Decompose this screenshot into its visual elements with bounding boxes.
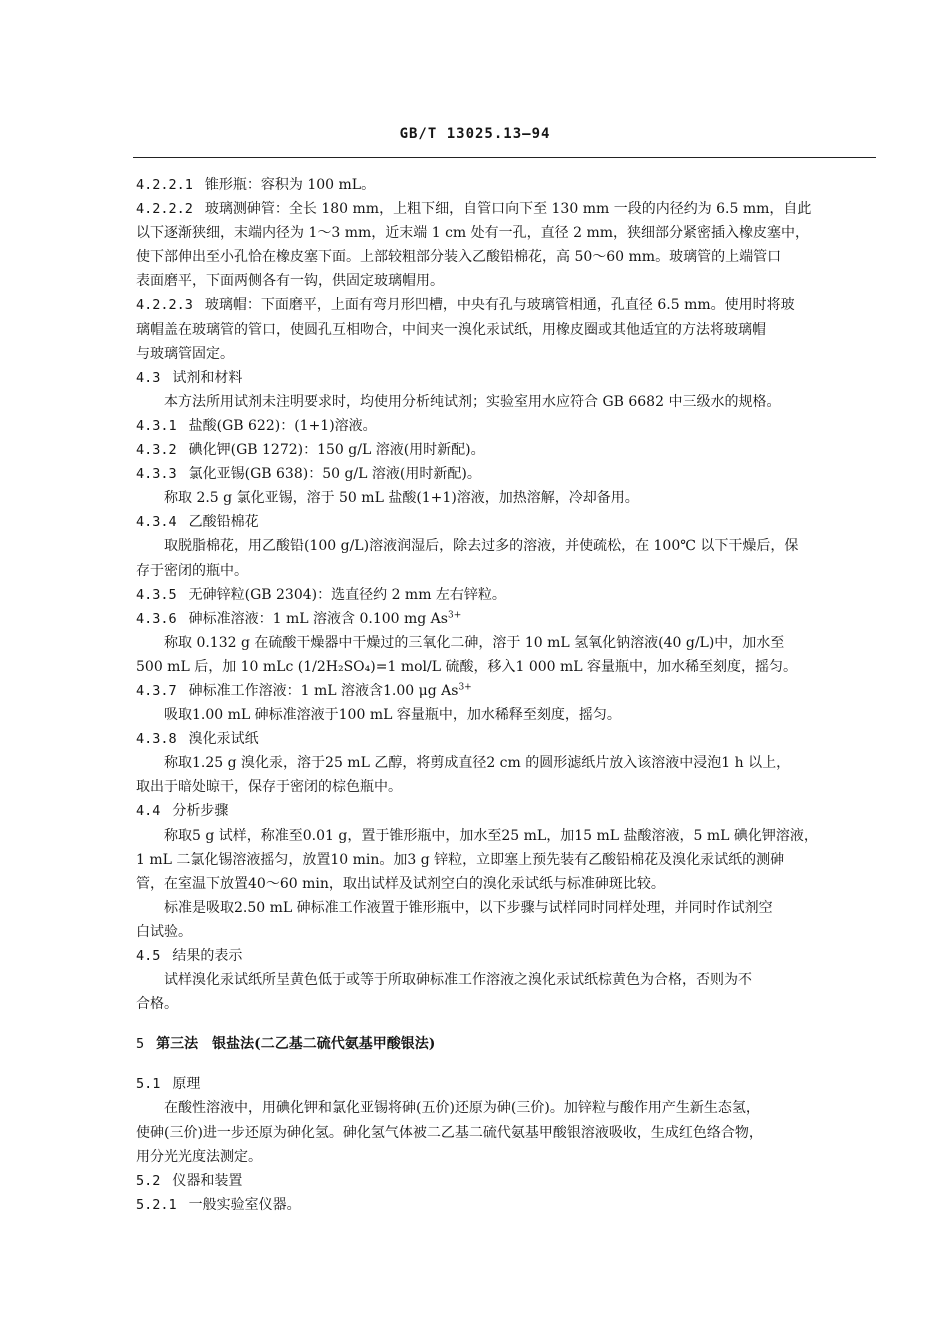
- clause-line: [136, 462, 880, 486]
- clause-number: 4.4: [136, 803, 161, 820]
- clause-line: [136, 583, 880, 607]
- continuation-line: 管，在室温下放置40～60 min，取出试样及试剂空白的溴化汞试纸与标准砷斑比较。: [136, 875, 665, 892]
- clause-line: [136, 1169, 880, 1193]
- clause-text: 玻璃帽：下面磨平，上面有弯月形凹槽，中央有孔与玻璃管相通，孔直径 6.5 mm。使用时将玻: [204, 297, 795, 314]
- clause-text: 仪器和装置: [172, 1172, 243, 1189]
- clause-text: 氯化亚锡(GB 638)：50 g/L 溶液(用时新配)。: [188, 466, 481, 483]
- clause-number: 5.2.1: [136, 1196, 177, 1213]
- clause-text: 乙酸铅棉花: [188, 514, 259, 531]
- continuation-line: 璃帽盖在玻璃管的管口，使圆孔互相吻合，中间夹一溴化汞试纸，用橡皮圈或其他适宜的方法将玻璃帽: [136, 321, 766, 338]
- clause-number: 4.3.5: [136, 586, 177, 603]
- clause-line: [136, 944, 880, 968]
- clause-text: 结果的表示: [172, 948, 243, 964]
- clause-line: [136, 799, 880, 823]
- clause-line: [136, 727, 880, 751]
- indented-paragraph-line: 取脱脂棉花，用乙酸铅(100 g/L)溶液润湿后，除去过多的溶液，并使疏松，在 100℃ 以下干燥后，保: [164, 538, 799, 555]
- continuation-line: 用分光光度法测定。: [136, 1148, 262, 1165]
- clause-text: 原理: [172, 1076, 201, 1093]
- clause-text: 锥形瓶：容积为 100 mL。: [204, 177, 376, 193]
- clause-line: [136, 1032, 880, 1056]
- clause-number: 5: [136, 1036, 145, 1053]
- clause-number: 4.2.2.2: [136, 201, 193, 218]
- clause-number: 4.3.4: [136, 514, 177, 531]
- continuation-line: 使砷(三价)进一步还原为砷化氢。砷化氢气体被二乙基二硫代氨基甲酸银溶液吸收，生成红色络合物，: [136, 1124, 763, 1141]
- clause-line: [136, 510, 880, 534]
- clause-text: 分析步骤: [172, 803, 229, 820]
- superscript: 3+: [458, 682, 472, 693]
- superscript: 3+: [447, 610, 462, 621]
- clause-text: 溴化汞试纸: [188, 731, 259, 748]
- clause-line: [136, 414, 880, 438]
- clause-line: [136, 173, 880, 197]
- clause-line: [136, 293, 880, 317]
- clause-number: 4.3.2: [136, 442, 177, 459]
- clause-line: [136, 1193, 880, 1217]
- section-heading: 第三法 银盐法(二乙基二硫代氨基甲酸银法): [156, 1036, 436, 1053]
- clause-line: [136, 679, 880, 703]
- continuation-line: 取出于暗处晾干，保存于密闭的棕色瓶中。: [136, 779, 402, 796]
- document-body: [136, 173, 880, 1217]
- clause-number: 4.3.3: [136, 466, 177, 483]
- indented-paragraph-line: 吸取1.00 mL 砷标准溶液于100 mL 容量瓶中，加水稀释至刻度，摇匀。: [164, 707, 621, 724]
- continuation-line: 使下部伸出至小孔恰在橡皮塞下面。上部较粗部分装入乙酸铅棉花，高 50～60 mm。玻璃管的上端管口: [136, 249, 782, 266]
- clause-text: 一般实验室仪器。: [188, 1196, 301, 1213]
- clause-line: [136, 438, 880, 462]
- clause-number: 4.3.8: [136, 731, 177, 748]
- indented-paragraph-line: 称取 2.5 g 氯化亚锡，溶于 50 mL 盐酸(1+1)溶液，加热溶解，冷却备用。: [164, 490, 639, 507]
- clause-number: 4.3.1: [136, 417, 177, 434]
- header-rule: [133, 157, 876, 158]
- continuation-line: 与玻璃管固定。: [136, 345, 234, 362]
- clause-text: 玻璃测砷管：全长 180 mm，上粗下细，自管口向下至 130 mm 一段的内径约为 6.5 mm，自此: [204, 201, 812, 218]
- continuation-line: 500 mL 后，加 10 mLc (1/2H₂SO₄)=1 mol/L 硫酸，移入1 000 mL 容量瓶中，加水稀至刻度，摇匀。: [136, 658, 798, 675]
- clause-line: [136, 197, 880, 221]
- clause-number: 4.3.6: [136, 610, 177, 627]
- clause-text: 无砷锌粒(GB 2304)：选直径约 2 mm 左右锌粒。: [188, 586, 506, 603]
- indented-paragraph-line: 称取5 g 试样，称准至0.01 g，置于锥形瓶中，加水至25 mL，加15 mL 盐酸溶液，5 mL 碘化钾溶液，: [164, 827, 818, 844]
- clause-line: [136, 1072, 880, 1096]
- indented-paragraph-line: 称取 0.132 g 在硫酸干燥器中干燥过的三氧化二砷，溶于 10 mL 氢氧化钠溶液(40 g/L)中，加水至: [164, 634, 785, 651]
- clause-number: 5.2: [136, 1172, 161, 1189]
- clause-text: 碘化钾(GB 1272)：150 g/L 溶液(用时新配)。: [188, 442, 485, 459]
- clause-text: 试剂和材料: [172, 369, 243, 386]
- clause-number: 4.5: [136, 948, 161, 964]
- clause-line: [136, 607, 880, 631]
- clause-number: 4.3: [136, 369, 161, 386]
- page-header-standard-code: GB/T 13025.13—94: [399, 126, 551, 142]
- indented-paragraph-line: 称取1.25 g 溴化汞，溶于25 mL 乙醇，将剪成直径2 cm 的圆形滤纸片放入该溶液中浸泡1 h 以上，: [164, 755, 791, 772]
- indented-paragraph-line: 在酸性溶液中，用碘化钾和氯化亚锡将砷(五价)还原为砷(三价)。加锌粒与酸作用产生新生态氢，: [164, 1100, 760, 1117]
- continuation-line: 存于密闭的瓶中。: [136, 562, 248, 579]
- clause-line: [136, 366, 880, 390]
- indented-paragraph-line: 标准是吸取2.50 mL 砷标准工作液置于锥形瓶中，以下步骤与试样同时同样处理，并同时作试剂空: [164, 899, 773, 916]
- section-gap: [136, 1016, 880, 1032]
- indented-paragraph-line: 试样溴化汞试纸所呈黄色低于或等于所取砷标准工作溶液之溴化汞试纸棕黄色为合格，否则为不: [164, 972, 752, 989]
- section-gap: [136, 1056, 880, 1072]
- continuation-line: 以下逐渐狭细，末端内径为 1～3 mm，近末端 1 cm 处有一孔，直径 2 mm，狭细部分紧密插入橡皮塞中，: [136, 225, 809, 242]
- clause-text: 砷标准溶液：1 mL 溶液含 0.100 mg As: [188, 610, 448, 627]
- clause-number: 4.2.2.1: [136, 177, 193, 193]
- continuation-line: 表面磨平，下面两侧各有一钩，供固定玻璃帽用。: [136, 273, 444, 290]
- clause-number: 4.3.7: [136, 682, 177, 699]
- clause-text: 盐酸(GB 622)：(1+1)溶液。: [188, 417, 377, 434]
- clause-number: 5.1: [136, 1076, 161, 1093]
- clause-number: 4.2.2.3: [136, 297, 193, 314]
- continuation-line: 1 mL 二氯化锡溶液摇匀，放置10 min。加3 g 锌粒，立即塞上预先装有乙酸铅棉花及溴化汞试纸的测砷: [136, 851, 785, 868]
- continuation-line: 白试验。: [136, 923, 192, 940]
- continuation-line: 合格。: [136, 996, 178, 1013]
- clause-text: 砷标准工作溶液：1 mL 溶液含1.00 μg As: [188, 682, 459, 699]
- indented-paragraph-line: 本方法所用试剂未注明要求时，均使用分析纯试剂；实验室用水应符合 GB 6682 中三级水的规格。: [164, 393, 781, 410]
